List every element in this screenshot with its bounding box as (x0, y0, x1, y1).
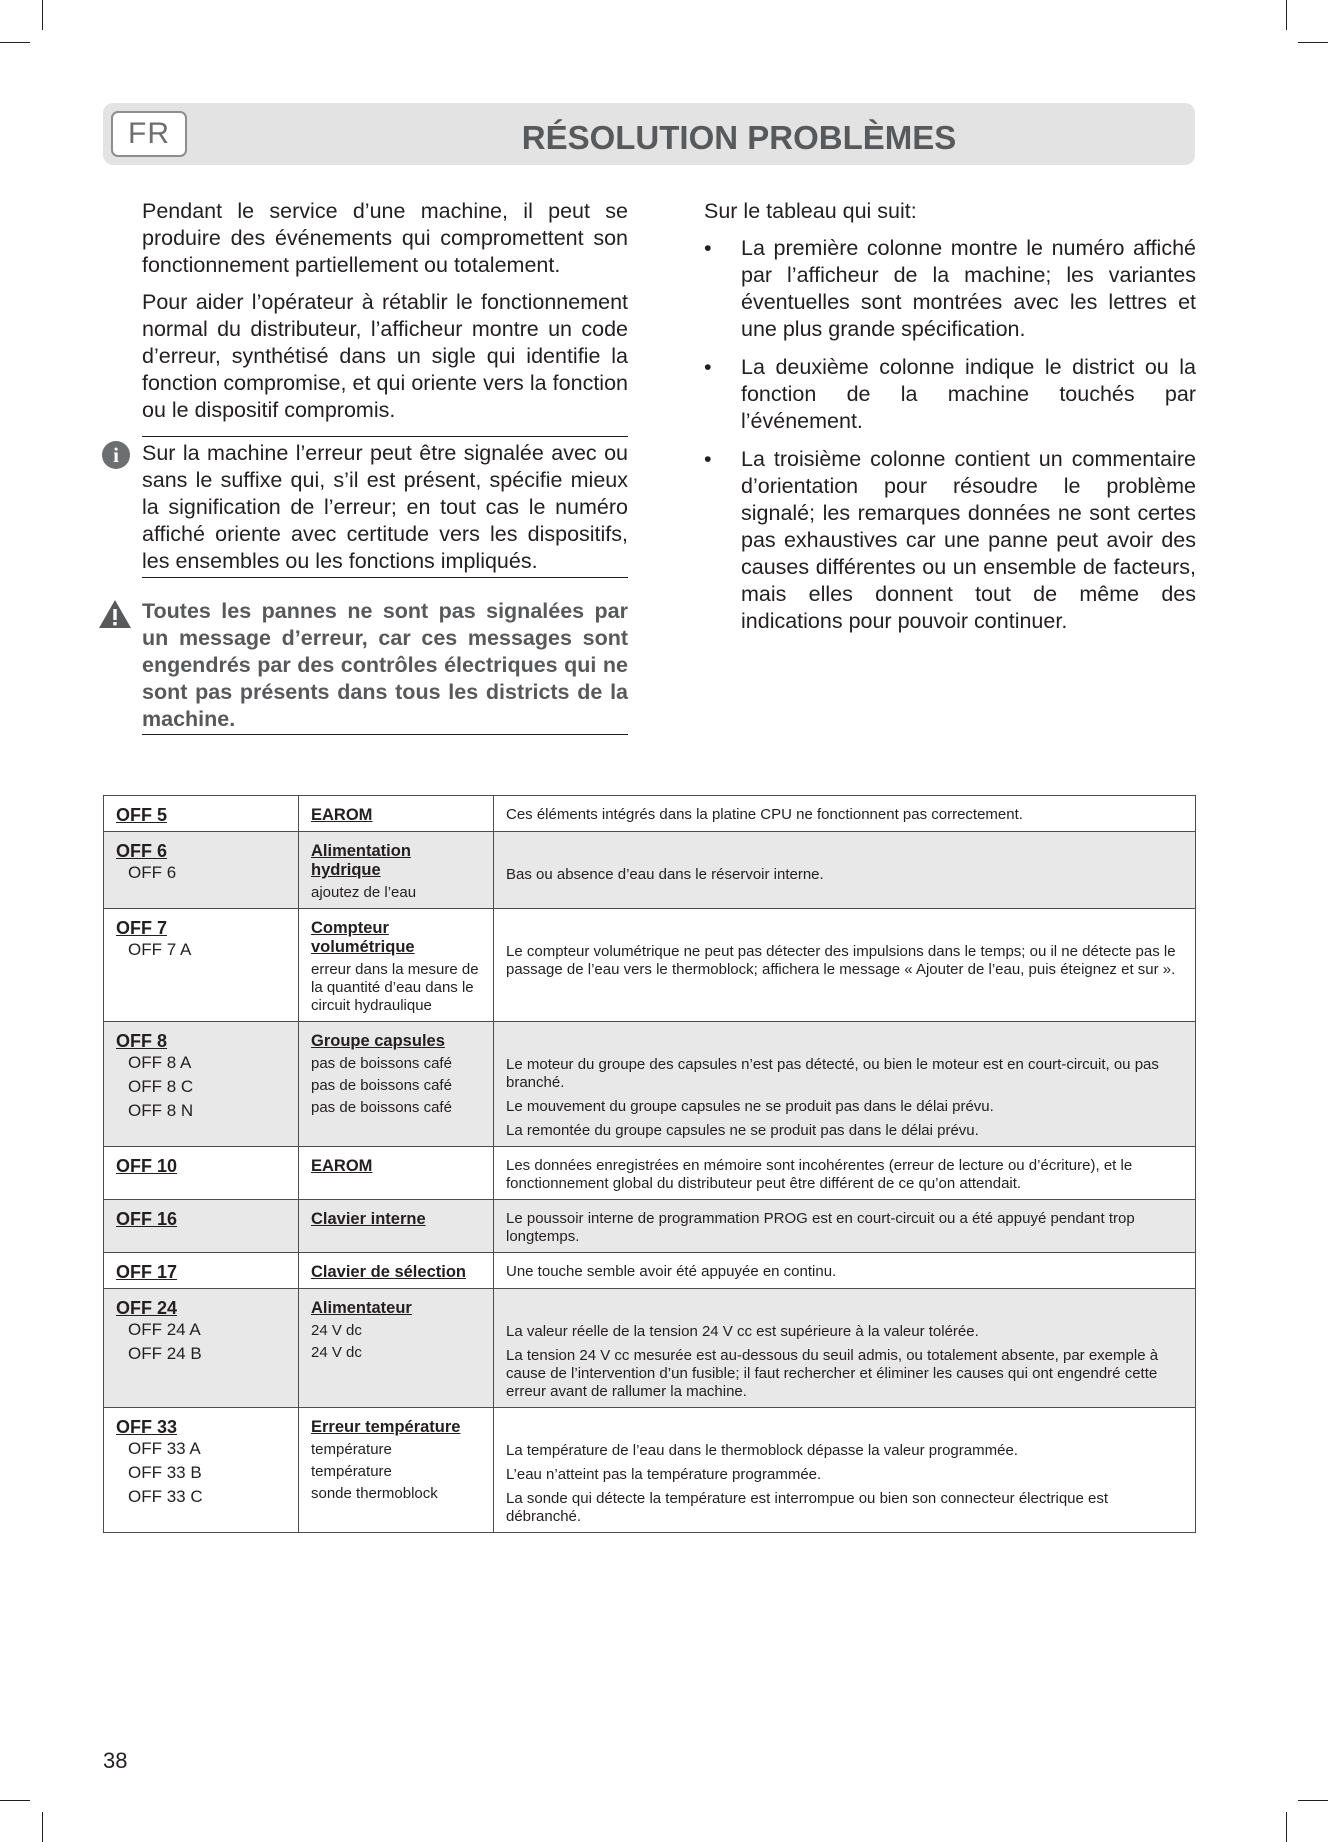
district-name: Alimentateur (311, 1299, 412, 1317)
crop-mark (42, 1812, 43, 1842)
error-code-cell (104, 1200, 299, 1253)
comment-text: La sonde qui détecte la température est interrompue ou bien son connecteur électrique est débranché. (506, 1490, 1109, 1525)
comment-text: Le moteur du groupe des capsules n’est pas détecté, ou bien le moteur est en court-circuit, ou pas branché. (506, 1056, 1159, 1091)
error-code-cell (104, 796, 299, 832)
error-code: OFF 24 (116, 1298, 178, 1318)
error-code: OFF 6 (116, 841, 168, 861)
district-detail: température (311, 1441, 392, 1458)
district-cell (299, 909, 494, 1022)
comment-text: Ces éléments intégrés dans la platine CPU ne fonctionnent pas correctement. (506, 806, 1023, 823)
table-row (104, 1147, 1196, 1200)
comment-cell (494, 1200, 1196, 1253)
crop-mark (1298, 42, 1328, 43)
comment-text: La tension 24 V cc mesurée est au-dessous du seuil admis, ou totalement absente, par exemple à cause de l’intervention d’un fusible; il faut rechercher et éliminer les causes qui ont engendré cette erreur avant de rallumer la machine. (506, 1347, 1159, 1400)
district-detail: erreur dans la mesure de la quantité d’eau dans le circuit hydraulique (311, 961, 479, 1014)
error-code-variant: OFF 8 N (128, 1101, 194, 1120)
error-code-variant: OFF 24 A (128, 1320, 201, 1339)
error-code-cell (104, 1147, 299, 1200)
district-detail: 24 V dc (311, 1322, 362, 1339)
error-code-cell (104, 1408, 299, 1533)
language-badge: FR (111, 111, 187, 157)
table-row (104, 1253, 1196, 1289)
comment-cell (494, 796, 1196, 832)
crop-mark (42, 0, 43, 30)
crop-mark (1286, 1812, 1287, 1842)
error-code-cell (104, 1289, 299, 1408)
comment-cell (494, 832, 1196, 909)
district-name: Erreur température (311, 1418, 461, 1436)
error-code-variant: OFF 24 B (128, 1344, 202, 1363)
bullet-icon: • (704, 236, 712, 260)
comment-cell (494, 909, 1196, 1022)
header-bar (103, 103, 1195, 165)
error-code-variant: OFF 8 A (128, 1053, 192, 1072)
district-detail: pas de boissons café (311, 1099, 452, 1116)
list-item-text: La deuxième colonne indique le district ou la fonction de la machine touchés par l’événement. (741, 355, 1196, 433)
left-column (113, 198, 628, 735)
comment-cell (494, 1022, 1196, 1147)
error-code-variant: OFF 8 C (128, 1077, 194, 1096)
intro-paragraph-2: Pour aider l’opérateur à rétablir le fonctionnement normal du distributeur, l’afficheur montre un code d’erreur, synthétisé dans un sigle qui identifie la fonction compromise, et qui oriente vers la fonction ou le dispositif compromis. (142, 290, 628, 422)
district-cell (299, 1408, 494, 1533)
district-detail: pas de boissons café (311, 1055, 452, 1072)
bullet-icon: • (704, 355, 712, 379)
comment-cell (494, 1147, 1196, 1200)
error-code-variant: OFF 33 C (128, 1487, 203, 1506)
district-detail: sonde thermoblock (311, 1485, 438, 1502)
comment-cell (494, 1289, 1196, 1408)
crop-mark (0, 42, 30, 43)
district-name: Groupe capsules (311, 1032, 445, 1050)
warning-text: Toutes les pannes ne sont pas signalées par un message d’erreur, car ces messages sont engendrés par des contrôles électriques qui ne sont pas présents dans tous les districts de la machine. (142, 599, 628, 731)
crop-mark (0, 1800, 30, 1801)
district-name: EAROM (311, 1157, 373, 1175)
comment-text: La remontée du groupe capsules ne se produit pas dans le délai prévu. (506, 1122, 979, 1139)
error-code: OFF 5 (116, 805, 168, 825)
error-code-cell (104, 832, 299, 909)
list-item-text: La première colonne montre le numéro affiché par l’afficheur de la machine; les variantes éventuelles sont montrées avec les lettres et une plus grande spécification. (741, 236, 1196, 341)
comment-text: L’eau n’atteint pas la température programmée. (506, 1466, 822, 1483)
district-name: Compteur volumétrique (311, 919, 415, 956)
comment-text: La température de l’eau dans le thermoblock dépasse la valeur programmée. (506, 1442, 1018, 1459)
error-code: OFF 17 (116, 1262, 178, 1282)
error-code: OFF 8 (116, 1031, 168, 1051)
list-item (704, 354, 1196, 435)
bullet-icon: • (704, 447, 712, 471)
error-code-cell (104, 1022, 299, 1147)
warning-note (142, 598, 628, 735)
district-detail: ajoutez de l’eau (311, 884, 417, 901)
info-circle-icon: i (102, 441, 130, 469)
error-code: OFF 7 (116, 918, 168, 938)
district-cell (299, 1147, 494, 1200)
district-cell (299, 1289, 494, 1408)
district-cell (299, 832, 494, 909)
warning-triangle-icon (98, 598, 132, 630)
comment-text: Les données enregistrées en mémoire sont incohérentes (erreur de lecture ou d’écriture), et le fonctionnement global du distributeur peut être différent de ce qu’on attendait. (506, 1157, 1133, 1192)
error-codes-table (103, 795, 1196, 1533)
district-name: Clavier interne (311, 1210, 426, 1228)
error-code-variant: OFF 33 B (128, 1463, 202, 1482)
error-code-cell (104, 1253, 299, 1289)
list-item-text: La troisième colonne contient un commentaire d’orientation pour résoudre le problème signalé; les remarques données ne sont certes pas exhaustives car une panne peut avoir des causes différentes ou un ensemble de facteurs, mais elles donnent tout de même des indications pour pouvoir continuer. (741, 447, 1196, 633)
district-cell (299, 1200, 494, 1253)
table-row (104, 1289, 1196, 1408)
comment-cell (494, 1408, 1196, 1533)
district-cell (299, 796, 494, 832)
comment-text: Le mouvement du groupe capsules ne se produit pas dans le délai prévu. (506, 1098, 994, 1115)
error-code: OFF 10 (116, 1156, 178, 1176)
district-cell (299, 1253, 494, 1289)
error-code-variant: OFF 33 A (128, 1439, 201, 1458)
info-note-text: Sur la machine l’erreur peut être signalée avec ou sans le suffixe qui, s’il est présent, spécifie mieux la signification de l’erreur; en tout cas le numéro affiché oriente avec certitude vers les dispositifs, les ensembles ou les fonctions impliqués. (142, 441, 628, 573)
comment-text: Bas ou absence d’eau dans le réservoir interne. (506, 866, 824, 883)
info-note (113, 436, 628, 578)
table-row (104, 796, 1196, 832)
list-item (704, 446, 1196, 635)
bullet-list (704, 235, 1196, 635)
comment-text: Une touche semble avoir été appuyée en continu. (506, 1263, 837, 1280)
crop-mark (1298, 1800, 1328, 1801)
error-code-cell (104, 909, 299, 1022)
page-title: RÉSOLUTION PROBLÈMES (521, 119, 957, 156)
comment-cell (494, 1253, 1196, 1289)
list-item (704, 235, 1196, 343)
comment-text: La valeur réelle de la tension 24 V cc est supérieure à la valeur tolérée. (506, 1323, 979, 1340)
table-intro: Sur le tableau qui suit: (704, 199, 917, 223)
district-name: Alimentation hydrique (311, 842, 411, 879)
district-detail: 24 V dc (311, 1344, 362, 1361)
table-row (104, 1022, 1196, 1147)
table-row (104, 909, 1196, 1022)
district-name: EAROM (311, 806, 373, 824)
district-name: Clavier de sélection (311, 1263, 466, 1281)
error-code-variant: OFF 6 (128, 863, 177, 882)
comment-text: Le poussoir interne de programmation PROG est en court-circuit ou a été appuyé pendant trop longtemps. (506, 1210, 1135, 1245)
crop-mark (1286, 0, 1287, 30)
error-code: OFF 33 (116, 1417, 178, 1437)
table-row (104, 1408, 1196, 1533)
comment-text: Le compteur volumétrique ne peut pas détecter des impulsions dans le temps; ou il ne détecte pas le passage de l’eau vers le thermoblock; affichera le message « Ajouter de l’eau, puis éteignez et sur ». (506, 943, 1176, 978)
district-cell (299, 1022, 494, 1147)
table-row (104, 1200, 1196, 1253)
intro-paragraph-1: Pendant le service d’une machine, il peut se produire des événements qui compromettent son fonctionnement partiellement ou totalement. (142, 199, 628, 277)
right-column (704, 198, 1196, 646)
district-detail: température (311, 1463, 392, 1480)
page-number: 38 (103, 1748, 128, 1773)
error-code: OFF 16 (116, 1209, 178, 1229)
table-row (104, 832, 1196, 909)
error-code-variant: OFF 7 A (128, 940, 192, 959)
district-detail: pas de boissons café (311, 1077, 452, 1094)
